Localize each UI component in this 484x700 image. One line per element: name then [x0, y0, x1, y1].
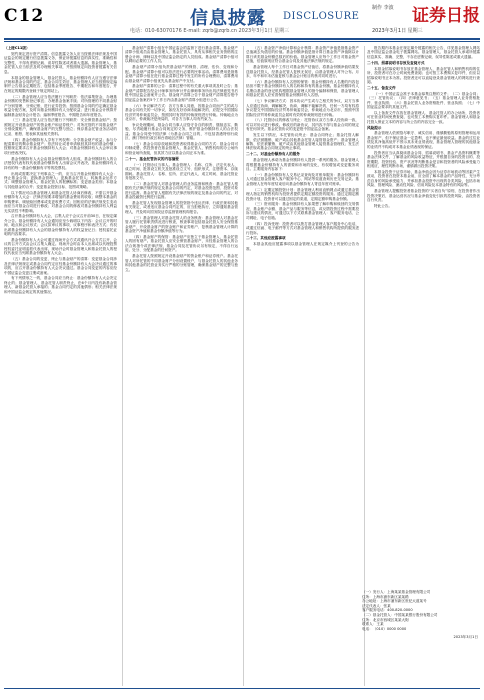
body-paragraph: （四）基金份额持有人享有下列权利：分享基金财产收益；参与分配清算后的剩余基金财产；依法转让或者申请赎回其持有的基金份额；按照规定要求召开基金份额持有人大会；对基金份额持有人大会审议事项行使表决权。 — [4, 137, 117, 155]
body-paragraph: （二）基金托管人对基金管理人的业务监督和核查：基金托管人根据有关法律法规的规定及基金合同的约定，对基金投资范围、投资对象进行监督。基金托管人根据有关法律法规的规定及基金合同的约定，对基金投融资比例进行监督。 — [125, 181, 238, 200]
body-paragraph: （三）基金管理人对基金托管人的业务核查：基金管理人对基金托管人履行托管职责情况进行核查，核查事项包括基金托管人安全保管基金财产、开设基金财产的资金账户和证券账户、复核基金管理人计算的基金资产净值和基金份额净值等行为。 — [125, 215, 238, 234]
section-heading: 二十四、招募说明书存放及查阅方式 — [367, 60, 425, 65]
signature-line: （一）发行人：上海某某基金管理有限公司 — [362, 590, 431, 594]
column-3 — [246, 46, 359, 686]
body-paragraph: 基金托管人发现基金管理人的投资指令违反法律、行政法规和其他有关规定，或者违反基金合同约定的，应当拒绝执行，立即通知基金管理人，并及时向国务院证券监督管理机构报告。 — [125, 201, 238, 214]
section-title: 信息披露 — [190, 8, 266, 29]
section-heading: 二十三、其他应披露事项 — [246, 236, 286, 241]
body-paragraph: 发生以下情况，本托管协议终止：基金合同终止；基金托管人解散、依法被撤销、破产或由其他基金托管人接管基金资产；基金管理人解散、依法被撤销、破产或由其他基金管理人接管基金管理权；发生法律法规或基金合同规定的终止事项。 — [246, 133, 359, 151]
body-paragraph: 契约规定进行资产清算。信息披露义务人应当按照法律法规及中国证监会的规定履行信息披露义务，保证所披露信息的真实性、准确性和完整性，不得有虚假记载、误导性陈述或者重大遗漏。基金管理人、基金托管人应当依法及时办理相关事项，并按照规定向投资者披露有关信息。 — [4, 51, 117, 74]
body-paragraph: 基金管理人每个工作日对基金资产估值后，将基金份额净值结果发送基金托管人，经基金托管人复核无误后，由基金管理人对外公布。月末、年中和年末估值复核与基金会计账目的核对同时进行。 — [246, 65, 359, 79]
body-paragraph: （三）基金托管人应当依法履行下列职责：安全保管基金财产；按照规定开设基金财产的资金账户和证券账户；对所托管的不同基金财产分别设置账户，确保基金财产的完整与独立；保存基金托管业务活动的记录、账册、报表和其他相关资料。 — [4, 118, 117, 136]
body-paragraph: 以下情况可由基金管理人和基金托管人协商后修改，不需召开基金份额持有人大会：法律法规要求增加的基金费用的收取；调整本基金的申购费率、调低赎回费率或变更收费方式；因相应的法律法规发生变动而应当对基金合同进行修改；对基金合同的修改对基金份额持有人利益无实质性不利影响。 — [4, 190, 117, 213]
body-paragraph: 基金财产清算小组负责基金财产的保管、清理、估价、变现和分配。基金财产清算小组可以依法进行必要的民事活动。清算费用是指基金财产清算小组在进行基金清算过程中发生的所有合理费用，清算费用由基金财产清算小组优先从基金财产中支付。 — [125, 65, 238, 83]
column-divider — [243, 46, 244, 686]
body-paragraph: 基金份额持有人大会可通过现场开会方式或通讯开会方式召开，会议的召开方式由会议召集人确定。现场开会时由本人出席或以代理投票授权委托证明委派代表出席，现场开会时基金管理人和基金托管人的授权代表应当列席基金份额持有人大会。 — [4, 238, 117, 256]
page-number: C12 — [4, 6, 45, 26]
body-paragraph: （二）基金管理人应当依法履行下列职责：依法募集资金，办理基金份额的发售和登记事宜；办理基金备案手续；对所管理的不同基金财产分别管理、分别记账，进行证券投资；按照基金合同的约定确定基金收益分配方案，及时向基金份额持有人分配收益；进行基金会计核算并编制基金财务会计报告；编制季度报告、中期报告和年度报告。 — [4, 94, 117, 117]
section-heading: 二十五、备查文件 — [367, 85, 396, 90]
body-paragraph: 以上备查文件存放在基金管理人、基金托管人的办公场所，投资者可在营业时间免费查阅，也可按工本费购买复印件。基金管理人和基金托管人保证文本的内容与所公告的内容完全一致。 — [367, 110, 480, 124]
body-paragraph: 基金财产清算的公告：清算过程中的有关重大事项须及时公告；基金财产清算报告经会计师事务所审计并由律师事务所出具法律意见书后报中国证监会备案并公告。基金财产清算公告于基金财产清算报告报中国证监会备案后5个工作日内由基金财产清算小组进行公告。 — [125, 84, 238, 102]
body-paragraph: （一）托管协议当事人。基金管理人：名称、住所、法定代表人、成立时间、批准设立机关及批准设立文号、组织形式、注册资本、存续期间。基金托管人：名称、住所、法定代表人、成立时间、基金托管业务批准文号。 — [125, 162, 238, 180]
signature-block — [362, 590, 478, 640]
body-paragraph: 本基金的基金管理人、基金托管人、基金份额持有人应当遵守法律法规和基金合同的约定，基金合同生效后，基金管理人应当按照规定编制并公告基金定期报告，包括基金季度报告、中期报告和年度报告，并在规定的期限内登载于规定网站上。 — [4, 75, 117, 93]
body-paragraph: （八）托管协议的修改与终止：托管协议双方当事人经协商一致，可以对协议进行修改。修改后的新协议，其内容不得与基金合同的规定有任何冲突。基金托管协议的变更报中国证监会备案。 — [246, 118, 359, 132]
body-paragraph: 本基金投资于证券市场，基金净值会因为证券市场波动等因素产生波动，投资者在投资本基金前，应全面了解本基金的产品特性，充分考虑自身的风险承受能力，并承担基金投资中出现的各类风险，包括市场风险、管理风险、流动性风险、信用风险及本基金特有的风险等。 — [367, 169, 480, 188]
body-paragraph: （七）争议解决方式：因本协议产生或与之相关的争议，双方当事人应通过协商、调解解决，协商、调解不能解决的，任何一方均有权将争议提交中国国际经济贸易仲裁委员会，仲裁地点为北京市，按照中国国际经济贸易仲裁委员会届时有效的仲裁规则进行仲裁。 — [246, 99, 359, 117]
body-paragraph: 有下列情形之一的，基金合同应当终止：基金份额持有人大会决定终止的；基金管理人、基金托管人职责终止，在6个月内没有新基金管理人、新基金托管人承接的；基金合同约定的其他情形；相关法律法规和中国证监会规定的其他情况。 — [4, 276, 117, 294]
section-heading: 二十二、对基金份额持有人的服务 — [246, 152, 300, 157]
page-footer — [0, 688, 484, 700]
body-paragraph: 特此公告。 — [374, 203, 392, 208]
signature-date: 2023年3月1日 — [453, 635, 478, 640]
column-1 — [4, 46, 117, 686]
body-paragraph: 基金管理人承诺为基金份额持有人提供一系列的服务。基金管理人将根据基金份额持有人的需要和市场的变化，有权增加或变更服务项目。主要服务内容如下： — [246, 158, 359, 172]
body-paragraph: （一）中国证监会准予本基金募集注册的文件；（二）基金合同；（三）托管协议；（四）法律意见书；（五）基金管理人业务资格批件、营业执照；（六）基金托管人业务资格批件、营业执照；（七）中国证监会要求的其他文件。 — [367, 91, 480, 109]
signature-line: 住所：北京市西城区某某大街 — [362, 617, 409, 622]
section-heading: 风险提示 — [367, 125, 382, 130]
body-paragraph: 基金管理人依照恪尽职守、诚实信用、谨慎勤勉的原则管理和运用基金财产，但不保证基金一定盈利，也不保证最低收益。基金的过往业绩及其净值高低并不预示其未来业绩表现，基金管理人管理的其他基金的业绩并不构成对本基金业绩表现的保证。 — [367, 131, 480, 149]
contact-line: 电话：010-63070176 E-mail: zqrb@zqrb.cn 2023年3月1日 星期三 — [130, 28, 290, 34]
body-paragraph: 本基金其他应披露事项以基金管理人在规定媒介上刊登的公告为准。 — [246, 242, 359, 251]
body-paragraph: 召开基金份额持有人大会，召集人应于会议召开前30日，在规定媒介公告。基金份额持有人大会通知应至少载明以下内容：会议召开的时间、地点和会议形式；会议拟审议的事项、议事程序和表决方式；有权出席基金份额持有人大会的基金份额持有人的权益登记日；授权委托证明的内容要求。 — [4, 214, 117, 237]
body-paragraph: （七）基金合同存放地和投资者取得基金合同的方式：基金合同可印制成册，供投资者在基金管理人、基金托管人、销售机构的办公场所和营业场所查阅，但其效力应以基金合同正本为准。 — [125, 142, 238, 155]
page-header — [0, 0, 484, 44]
header-rule-thin — [4, 41, 480, 42]
body-paragraph: 投资者应当认真阅读基金合同、招募说明书、基金产品资料概要等基金法律文件，了解基金的风险收益特征，并根据自身的投资目的、投资期限、投资经验、资产状况等判断基金是否和投资者的风险承受能力相适应，理性判断市场，谨慎做出投资决策。 — [367, 150, 480, 168]
body-paragraph: （六）基金份额持有人名册的保管：基金份额持有人名册的内容包括但不限于基金份额持有人的名称和持有的基金份额。基金份额持有人名册由基金的登记机构根据基金管理人的指令编制和保管，基金管理人和基金托管人应妥善保管基金份额持有人名册。 — [246, 79, 359, 98]
body-paragraph: 基金管理人提醒投资者基金投资的“买者自负”原则，在投资者作出投资决策后，基金运营状况与基金净值变化引致的投资风险，由投资者自行负责。 — [367, 189, 480, 202]
section-heading: （上接C11版） — [4, 46, 30, 50]
body-paragraph: （三）资讯服务：基金份额持有人如果想了解申购和赎回的交易情况、基金账户余额、基金产品与服务等信息，或反馈投资过程中需要投诉与建议的情况，可通过以下方式联系基金管理人：客户服务电话、公司网址、电子信箱。 — [246, 202, 359, 220]
section-heading: 二十一、基金托管协议的内容摘要 — [125, 156, 179, 161]
signature-line: 办公地址：上海市浦东新区世纪大道某号 — [362, 599, 427, 604]
signature-line: 住所：上海市浦东新区某某路 — [362, 594, 409, 599]
column-2 — [125, 46, 238, 686]
body-paragraph: 本基金招募说明书存放在基金管理人、基金托管人和销售机构的住所，投资者可在办公时间免费查阅；也可按工本费购买复印件，但应以招募说明书正本为准。投资者还可以直接登录基金管理人的网站进行查阅。 — [367, 66, 480, 84]
column-4 — [367, 46, 480, 586]
body-paragraph: （五）基金资产净值计算和会计核算：基金资产净值是指基金资产总值减去负债后的价值。基金份额净值是指计算日基金资产净值除以计算日该类基金份额总数后的价值。基金管理人应每个工作日对基金资产估值，估值原则应符合基金合同及其他法律法规的规定。 — [246, 46, 359, 64]
editor-credit: 制作 李波 — [372, 5, 394, 11]
signature-line: 联系人：王某 — [362, 622, 384, 627]
signature-line: 法定代表人：张某 — [362, 603, 391, 608]
signature-line: （二）基金托管人：中国某某银行股份有限公司 — [362, 612, 438, 617]
body-paragraph: 基金托管人按照规定开设基金财产的资金账户和证券账户。基金托管人对所托管的不同基金财产分别设置账户，与基金托管人的其他业务和其他基金的托管业务实行严格的分账管理，确保基金财产的完整与独立。 — [125, 254, 238, 272]
section-title-english: DISCLOSURE — [283, 11, 360, 22]
issue-date: 2023年3月1日 星期三 — [372, 28, 423, 34]
signature-line: 客户服务电话：400-820-0000 — [362, 608, 413, 613]
header-rule — [4, 38, 480, 40]
body-paragraph: （五）基金合同的变更、终止与基金财产的清算：变更基金合同涉及法律法规规定或基金合同约定应经基金份额持有人大会决议通过的事项的，应召开基金份额持有人大会决议通过。基金合同变更的内容应经中国证监会变更注册或备案。 — [4, 257, 117, 275]
newspaper-masthead-logo: 证券日报 — [412, 6, 480, 26]
body-paragraph: （六）争议解决方式：各方当事人同意，因基金合同而产生的或与基金合同有关的一切争议，如经友好协商未能解决的，应提交中国国际经济贸易仲裁委员会，按照其时有效的仲裁规则进行仲裁。仲裁地点为北京市，仲裁裁决是终局的，对各方当事人均有约束力。 — [125, 103, 238, 121]
body-paragraph: （二）定期定额投资计划：基金管理人利用直销网点或通过基金管理人指定的销售机构为投资者提供定期定额投资的服务。通过定期定额投资计划，投资者可以通过固定的渠道，定期定额申购基金份额。 — [246, 187, 359, 201]
body-paragraph: 出现或需要决定下列事由之一的，应当召开基金份额持有人大会：终止基金合同；更换基金管理人；更换基金托管人；转换基金运作方式；调整基金管理人、基金托管人的报酬标准；变更基金类别；本基金与其他基金的合并；变更基金投资目标、范围或策略。 — [4, 171, 117, 189]
body-paragraph: （一）基金份额持有人交易记录查询及对账单服务：基金份额持有人可通过基金管理人客户服务中心、网站等渠道查询历史交易记录。基金管理人在每年度结束后向基金份额持有人寄送年度对账单。 — [246, 172, 359, 186]
body-paragraph: 基金财产清算小组在中国证监会的监督下进行基金清算。基金财产清算小组成员由基金管理人、基金托管人、具有从事相关业务资格的注册会计师、律师以及中国证监会指定的人员组成。基金财产清算小组可以聘用必要的工作人员。 — [125, 46, 238, 64]
body-paragraph: （四）投诉受理：投资者可以拨打基金管理人客户服务中心电话，或通过信函、电子邮件等方式对基金管理人和销售机构所提供的服务进行投诉。 — [246, 221, 359, 235]
body-paragraph: 争议处理期间，基金合同当事人应恪守各自的职责，继续忠实、勤勉、尽责地履行基金合同规定的义务，维护基金份额持有人的合法权益。基金合同受中国法律（为基金合同之目的，不包括香港特别行政区、澳门特别行政区和台湾地区法律）管辖。 — [125, 122, 238, 141]
body-paragraph: 基金份额持有人大会由基金份额持有人组成，基金份额持有人的合法授权代表有权代表基金份额持有人出席会议并表决。基金份额持有人持有的每一基金份额拥有平等的投票权。 — [4, 156, 117, 170]
body-paragraph: 报告期内本基金在规定媒介披露的相关公告，详见基金管理人网站及中国证监会基金电子披露网站。基金管理人、基金托管人承诺所披露信息真实、准确、完整，不存在虚假记载、误导性陈述或重大遗漏。 — [367, 46, 480, 59]
body-paragraph: （四）基金财产的保管：基金财产应独立于基金管理人、基金托管人的固有财产。基金托管人应安全保管基金财产，未经基金管理人的合法合规指令或法律法规、基金合同及托管协议另有规定，不得自行运用、处分、分配基金的任何资产。 — [125, 234, 238, 253]
footer-rule — [4, 688, 480, 689]
signature-line: 电话：（010）0000 0000 — [362, 626, 407, 631]
column-divider — [122, 46, 123, 686]
